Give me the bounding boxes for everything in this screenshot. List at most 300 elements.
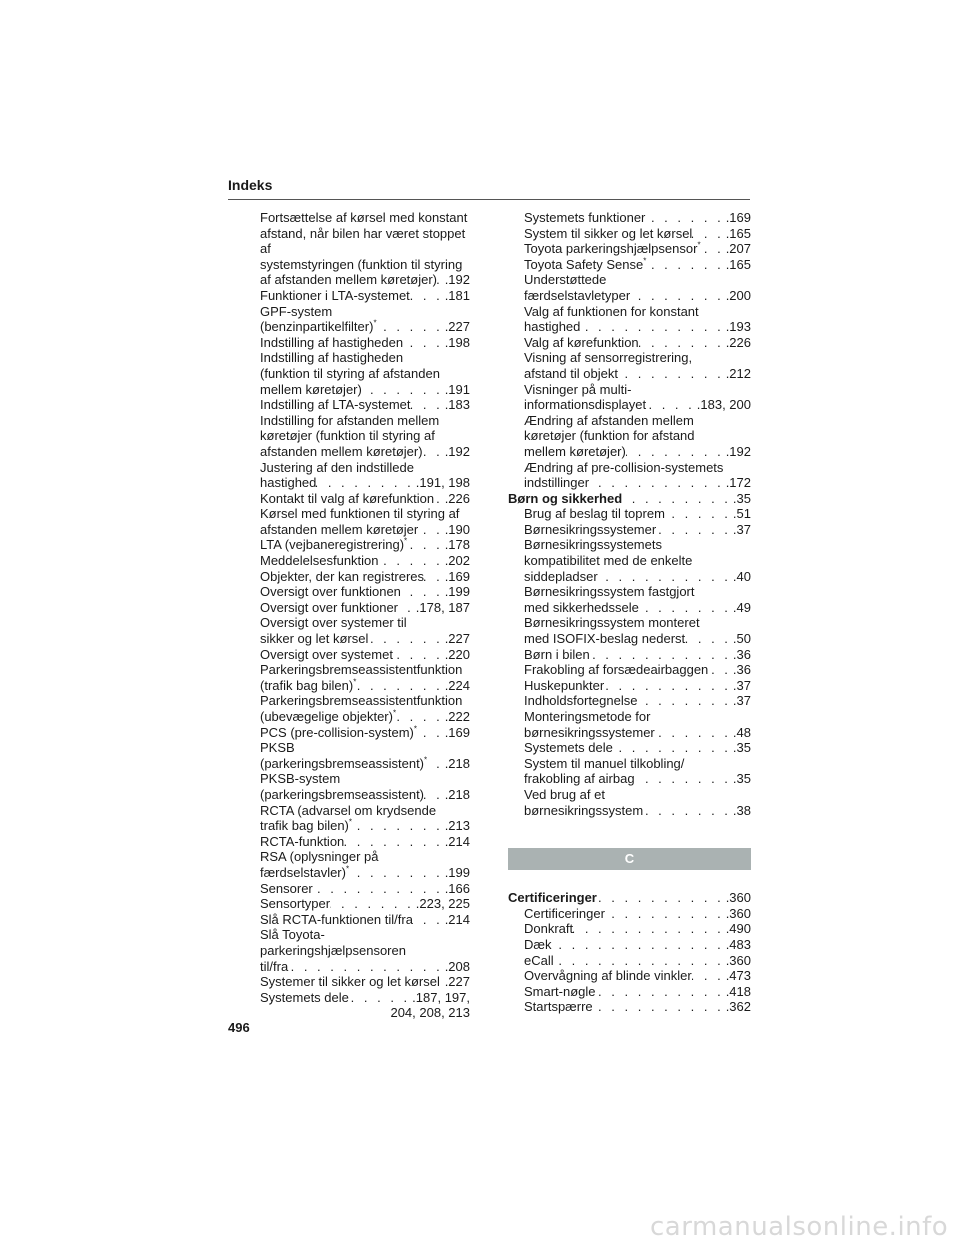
page-ref: .169 xyxy=(725,210,751,225)
leader-dots xyxy=(424,569,443,585)
index-entry xyxy=(508,756,751,787)
index-entry xyxy=(244,896,470,912)
entry-line: Ændring af afstanden mellem xyxy=(524,412,694,428)
index-entry xyxy=(508,921,751,937)
entry-last-line xyxy=(260,600,470,616)
leader-dots xyxy=(288,959,443,975)
leader-dots xyxy=(596,984,724,1000)
index-entry xyxy=(508,382,751,413)
entry-last-line xyxy=(524,241,751,257)
entry-term: sikker og let kørsel xyxy=(260,631,369,647)
entry-last-line xyxy=(524,335,751,351)
index-entry xyxy=(244,506,470,537)
entry-term: med ISOFIX-beslag nederst xyxy=(524,631,686,647)
entry-line: afstand, når bilen har været stoppet af xyxy=(260,225,466,257)
entry-term: Toyota parkeringshjælpsensor* xyxy=(524,240,701,257)
leader-dots xyxy=(635,771,731,787)
asterisk-mark: * xyxy=(345,864,350,874)
index-entry xyxy=(508,257,751,273)
entry-term: (parkeringsbremseassistent)* xyxy=(260,755,428,771)
index-entry xyxy=(508,709,751,740)
leader-dots xyxy=(604,678,731,694)
index-entry xyxy=(244,304,470,335)
index-entry xyxy=(508,678,751,694)
leader-dots xyxy=(708,662,731,678)
entry-line: Justering af den indstillede xyxy=(260,459,414,475)
index-entry xyxy=(508,999,751,1015)
page-ref: .169 xyxy=(444,568,470,584)
entry-last-line xyxy=(260,818,470,834)
entry-term: Børnesikringssystemer xyxy=(524,521,657,537)
page-ref: .37 xyxy=(732,521,751,537)
leader-dots xyxy=(593,999,724,1015)
entry-line: Visninger på multi- xyxy=(524,381,632,397)
index-entry xyxy=(508,890,751,906)
leader-dots xyxy=(551,937,723,953)
page-ref: .38 xyxy=(732,802,751,818)
entry-term: af afstanden mellem køretøjer) xyxy=(260,272,438,288)
entry-term: Toyota Safety Sense* xyxy=(524,256,647,272)
index-entry xyxy=(508,937,751,953)
index-entry xyxy=(508,460,751,491)
entry-last-line xyxy=(260,584,470,600)
entry-last-line xyxy=(260,319,470,335)
page-ref: .199 xyxy=(444,584,470,600)
entry-line: Ændring af pre-collision-systemets xyxy=(524,459,724,475)
leader-dots xyxy=(554,953,724,969)
page-ref: .40 xyxy=(732,568,751,584)
entry-term: Brug af beslag til toprem xyxy=(524,506,665,522)
entry-term: Objekter, der kan registreres xyxy=(260,568,425,584)
entry-last-line xyxy=(524,647,751,663)
entry-term: Kontakt til valg af kørefunktion xyxy=(260,490,435,506)
page-ref: .192 xyxy=(444,443,470,459)
page-ref: 204, 208, 213 xyxy=(390,1005,470,1021)
entry-term: Overvågning af blinde vinkler xyxy=(524,968,692,984)
index-entry xyxy=(244,615,470,646)
entry-term: RCTA-funktion xyxy=(260,833,345,849)
index-entry xyxy=(244,350,470,397)
entry-term: Systemets dele xyxy=(524,740,613,756)
entry-last-line xyxy=(524,366,751,382)
page-ref: .214 xyxy=(444,833,470,849)
entry-term: Oversigt over systemet xyxy=(260,646,393,662)
entry-line: Ved brug af et xyxy=(524,786,605,802)
entry-last-line xyxy=(260,974,470,990)
entry-line: køretøjer (funktion for afstand xyxy=(524,428,695,444)
index-entry xyxy=(244,990,470,1021)
entry-term: afstanden mellem køretøjer) xyxy=(260,443,423,459)
index-list-b xyxy=(508,210,751,818)
entry-line: Parkeringsbremseassistentfunktion xyxy=(260,693,463,709)
entry-term: System til sikker og let kørsel xyxy=(524,225,693,241)
leader-dots xyxy=(597,890,724,906)
page-ref: .418 xyxy=(725,983,751,999)
page-ref: .36 xyxy=(732,646,751,662)
entry-last-line xyxy=(524,921,751,937)
leader-dots xyxy=(410,288,443,304)
index-entry xyxy=(508,584,751,615)
leader-dots xyxy=(643,803,731,819)
index-entry xyxy=(244,803,470,834)
entry-last-line xyxy=(524,475,751,491)
leader-dots xyxy=(580,319,723,335)
leader-dots xyxy=(411,397,443,413)
page-ref: .37 xyxy=(732,693,751,709)
page-ref: .212 xyxy=(725,365,751,381)
entry-line: Fortsættelse af kørsel med konstant xyxy=(260,210,468,225)
page-ref: .35 xyxy=(732,490,751,506)
entry-term: frakobling af airbag xyxy=(524,771,635,787)
leader-dots xyxy=(630,288,723,304)
index-entry xyxy=(244,693,470,724)
page-ref: .360 xyxy=(725,905,751,921)
page-ref: .490 xyxy=(725,921,751,937)
leader-dots xyxy=(655,725,731,741)
index-entry xyxy=(508,241,751,257)
index-column-left xyxy=(244,210,470,1021)
entry-last-line xyxy=(260,382,470,398)
index-entry xyxy=(244,600,470,616)
leader-dots xyxy=(377,319,443,335)
entry-last-line xyxy=(524,984,751,1000)
page-number: 496 xyxy=(228,1020,250,1035)
entry-term: Sensortyper xyxy=(260,896,331,912)
leader-dots xyxy=(356,678,442,694)
index-entry xyxy=(244,537,470,553)
leader-dots xyxy=(622,491,731,507)
page-ref: .172 xyxy=(725,475,751,491)
entry-last-line xyxy=(260,959,470,975)
entry-last-line xyxy=(260,553,470,569)
entry-term: indstillinger xyxy=(524,475,590,491)
index-entry xyxy=(244,335,470,351)
index-entry xyxy=(244,584,470,600)
entry-term: færdselstavletyper xyxy=(524,287,631,303)
leader-dots xyxy=(573,921,724,937)
entry-last-line xyxy=(260,912,470,928)
entry-line: RCTA (advarsel om krydsende xyxy=(260,802,437,818)
index-entry xyxy=(508,272,751,303)
page-ref: .223, 225 xyxy=(415,896,470,912)
entry-continuation xyxy=(260,1005,470,1021)
entry-last-line xyxy=(260,475,470,491)
entry-last-line xyxy=(524,662,751,678)
index-entry xyxy=(508,953,751,969)
page-ref: .218 xyxy=(444,755,470,771)
page-ref: .208 xyxy=(444,958,470,974)
leader-dots xyxy=(349,865,443,881)
entry-term: Huskepunkter xyxy=(524,677,605,693)
entry-last-line xyxy=(524,725,751,741)
index-entry xyxy=(244,647,470,663)
page-ref: .166 xyxy=(444,880,470,896)
page-ref: .226 xyxy=(725,334,751,350)
entry-last-line xyxy=(260,288,470,304)
entry-last-line xyxy=(524,397,751,413)
entry-last-line xyxy=(524,257,751,273)
index-entry xyxy=(508,787,751,818)
page-ref: .191 xyxy=(444,381,470,397)
entry-last-line xyxy=(524,693,751,709)
page-ref: .220 xyxy=(444,646,470,662)
entry-last-line xyxy=(260,491,470,507)
entry-term: Slå RCTA-funktionen til/fra xyxy=(260,911,413,927)
page-ref: .224 xyxy=(444,677,470,693)
entry-last-line xyxy=(260,272,470,288)
page-ref: .181 xyxy=(444,287,470,303)
entry-last-line xyxy=(524,319,751,335)
entry-last-line xyxy=(524,968,751,984)
leader-dots xyxy=(396,709,443,725)
entry-term: hastighed xyxy=(524,319,581,335)
leader-dots xyxy=(368,631,442,647)
page-ref: .200 xyxy=(725,287,751,303)
entry-last-line xyxy=(524,678,751,694)
page-ref: .191, 198 xyxy=(415,475,470,491)
page-ref: .190 xyxy=(444,521,470,537)
entry-term: Valg af kørefunktion xyxy=(524,334,639,350)
entry-term: Sensorer xyxy=(260,880,313,896)
leader-dots xyxy=(605,906,724,922)
entry-last-line xyxy=(524,210,751,226)
page-ref: .214 xyxy=(444,911,470,927)
entry-last-line xyxy=(524,522,751,538)
index-entry xyxy=(244,491,470,507)
page-ref: .483 xyxy=(725,936,751,952)
page-ref: .48 xyxy=(732,724,751,740)
leader-dots xyxy=(379,553,443,569)
entry-term: Indstilling af hastigheden xyxy=(260,334,404,350)
entry-line: kompatibilitet med de enkelte xyxy=(524,553,693,569)
entry-term: Certificeringer xyxy=(508,890,597,906)
page-ref: .35 xyxy=(732,771,751,787)
page-ref: .178, 187 xyxy=(415,599,470,615)
entry-term: Systemets funktioner xyxy=(524,210,646,225)
entry-line: Indstilling for afstanden mellem xyxy=(260,412,440,428)
entry-term: trafik bag bilen)* xyxy=(260,817,353,834)
page-ref: .360 xyxy=(725,890,751,906)
entry-last-line xyxy=(524,771,751,787)
page-ref: .362 xyxy=(725,999,751,1015)
entry-term: LTA (vejbaneregistrering)* xyxy=(260,537,408,553)
entry-line: Slå Toyota-parkeringshjælpsensoren xyxy=(260,927,406,958)
leader-dots xyxy=(639,335,724,351)
entry-last-line xyxy=(260,834,470,850)
page-ref: .226 xyxy=(444,490,470,506)
entry-term: Frakobling af forsædeairbaggen xyxy=(524,662,709,678)
index-entry xyxy=(244,834,470,850)
leader-dots xyxy=(316,475,413,491)
asterisk-mark: * xyxy=(373,318,377,328)
index-entry xyxy=(508,522,751,538)
entry-last-line xyxy=(508,890,751,906)
leader-dots xyxy=(313,881,443,897)
entry-line: PKSB-system xyxy=(260,771,341,787)
page-ref: .227 xyxy=(444,319,470,335)
entry-last-line xyxy=(260,990,470,1006)
leader-dots xyxy=(646,397,695,413)
asterisk-mark: * xyxy=(353,677,357,687)
entry-last-line xyxy=(260,787,470,803)
entry-last-line xyxy=(524,600,751,616)
entry-last-line xyxy=(524,803,751,819)
index-entry xyxy=(508,984,751,1000)
leader-dots xyxy=(413,912,443,928)
entry-term: siddepladser xyxy=(524,568,598,584)
leader-dots xyxy=(403,335,443,351)
leader-dots xyxy=(685,631,731,647)
leader-dots xyxy=(407,537,443,553)
entry-line: Valg af funktionen for konstant xyxy=(524,303,699,319)
leader-dots xyxy=(423,444,443,460)
entry-term: Funktioner i LTA-systemet xyxy=(260,287,410,303)
entry-last-line xyxy=(260,678,470,694)
entry-term: Dæk xyxy=(524,936,552,952)
entry-last-line xyxy=(260,709,470,725)
entry-last-line xyxy=(260,569,470,585)
index-entry xyxy=(244,288,470,304)
entry-term: PCS (pre-collision-system)* xyxy=(260,724,417,740)
entry-last-line xyxy=(524,506,751,522)
index-entry xyxy=(508,647,751,663)
index-entry xyxy=(508,537,751,584)
section-letter-bar: C xyxy=(508,848,751,870)
page-ref: .36 xyxy=(732,662,751,678)
entry-line: RSA (oplysninger på xyxy=(260,849,379,865)
entry-last-line xyxy=(524,631,751,647)
entry-line: (funktion til styring af afstanden xyxy=(260,365,440,381)
entry-last-line xyxy=(260,865,470,881)
leader-dots xyxy=(645,210,723,226)
leader-dots xyxy=(349,990,410,1006)
entry-last-line xyxy=(260,631,470,647)
entry-term: Startspærre xyxy=(524,999,593,1015)
entry-last-line xyxy=(260,537,470,553)
leader-dots xyxy=(613,740,731,756)
entry-line: Oversigt over systemer til xyxy=(260,615,407,631)
leader-dots xyxy=(424,787,443,803)
page-title: Indeks xyxy=(228,177,273,193)
leader-dots xyxy=(639,600,731,616)
entry-last-line xyxy=(524,288,751,304)
entry-term: (benzinpartikelfilter)* xyxy=(260,318,377,335)
entry-term: eCall xyxy=(524,952,554,968)
entry-term: afstand til objekt xyxy=(524,365,618,381)
leader-dots xyxy=(330,896,414,912)
page-ref: .360 xyxy=(725,952,751,968)
entry-term: Certificeringer xyxy=(524,905,605,921)
entry-term: mellem køretøjer) xyxy=(524,443,626,459)
page-ref: .218 xyxy=(444,786,470,802)
entry-line: Børnesikringssystem monteret xyxy=(524,615,700,631)
leader-dots xyxy=(692,226,723,242)
entry-line: Børnesikringssystemets xyxy=(524,537,662,553)
entry-last-line xyxy=(508,491,751,507)
index-list-c xyxy=(508,890,751,1015)
entry-last-line xyxy=(260,725,470,741)
leader-dots xyxy=(393,647,443,663)
leader-dots xyxy=(352,818,443,834)
entry-line: Understøttede xyxy=(524,272,607,288)
entry-term: Smart-nøgle xyxy=(524,983,596,999)
asterisk-mark: * xyxy=(404,537,408,547)
entry-term: Indstilling af LTA-systemet xyxy=(260,397,411,413)
leader-dots xyxy=(646,257,723,273)
leader-dots xyxy=(401,584,443,600)
index-entry xyxy=(508,491,751,507)
index-entry xyxy=(244,740,470,771)
leader-dots xyxy=(598,569,731,585)
index-entry xyxy=(508,506,751,522)
entry-last-line xyxy=(524,226,751,242)
entry-last-line xyxy=(524,999,751,1015)
page-ref: .213 xyxy=(444,818,470,834)
page-ref: .222 xyxy=(444,709,470,724)
entry-term: Meddelelsesfunktion xyxy=(260,553,379,569)
entry-last-line xyxy=(524,937,751,953)
asterisk-mark: * xyxy=(413,724,417,734)
entry-last-line xyxy=(260,896,470,912)
entry-term: (ubevægelige objekter)* xyxy=(260,708,397,724)
index-entry xyxy=(508,662,751,678)
page-ref: .183, 200 xyxy=(696,397,751,413)
index-entry xyxy=(244,725,470,741)
entry-term: børnesikringssystem xyxy=(524,802,644,818)
asterisk-mark: * xyxy=(392,708,397,718)
entry-line: Indstilling af hastigheden xyxy=(260,350,404,366)
leader-dots xyxy=(590,647,731,663)
entry-term: børnesikringssystemer xyxy=(524,724,655,740)
entry-term: Systemets dele xyxy=(260,989,349,1005)
index-entry xyxy=(508,413,751,460)
entry-last-line xyxy=(524,740,751,756)
page-ref: .473 xyxy=(725,968,751,984)
index-entry xyxy=(244,210,470,288)
page-ref: .35 xyxy=(732,740,751,756)
entry-last-line xyxy=(524,953,751,969)
leader-dots xyxy=(701,241,724,257)
page-ref: .227 xyxy=(444,974,470,990)
entry-last-line xyxy=(260,335,470,351)
page-ref: .37 xyxy=(732,677,751,693)
leader-dots xyxy=(637,693,730,709)
leader-dots xyxy=(417,725,443,741)
page-ref: .192 xyxy=(444,272,470,288)
page-ref: .183 xyxy=(444,397,470,413)
leader-dots xyxy=(656,522,731,538)
entry-line: Parkeringsbremseassistentfunktion xyxy=(260,662,463,678)
index-entry xyxy=(508,335,751,351)
leader-dots xyxy=(665,506,731,522)
entry-last-line xyxy=(260,756,470,772)
index-entry xyxy=(244,553,470,569)
entry-last-line xyxy=(260,444,470,460)
page-ref: .227 xyxy=(444,631,470,647)
page-ref: .192 xyxy=(725,443,751,459)
entry-last-line xyxy=(524,569,751,585)
entry-line: systemstyringen (funktion til styring xyxy=(260,256,463,272)
entry-line: System til manuel tilkobling/ xyxy=(524,755,685,771)
entry-term: med sikkerhedssele xyxy=(524,599,639,615)
index-column-right xyxy=(508,210,751,1015)
index-entry xyxy=(244,974,470,990)
leader-dots xyxy=(626,444,724,460)
entry-term: (trafik bag bilen)* xyxy=(260,677,357,693)
index-entry xyxy=(244,460,470,491)
entry-term: Oversigt over funktioner xyxy=(260,599,399,615)
leader-dots xyxy=(362,382,443,398)
